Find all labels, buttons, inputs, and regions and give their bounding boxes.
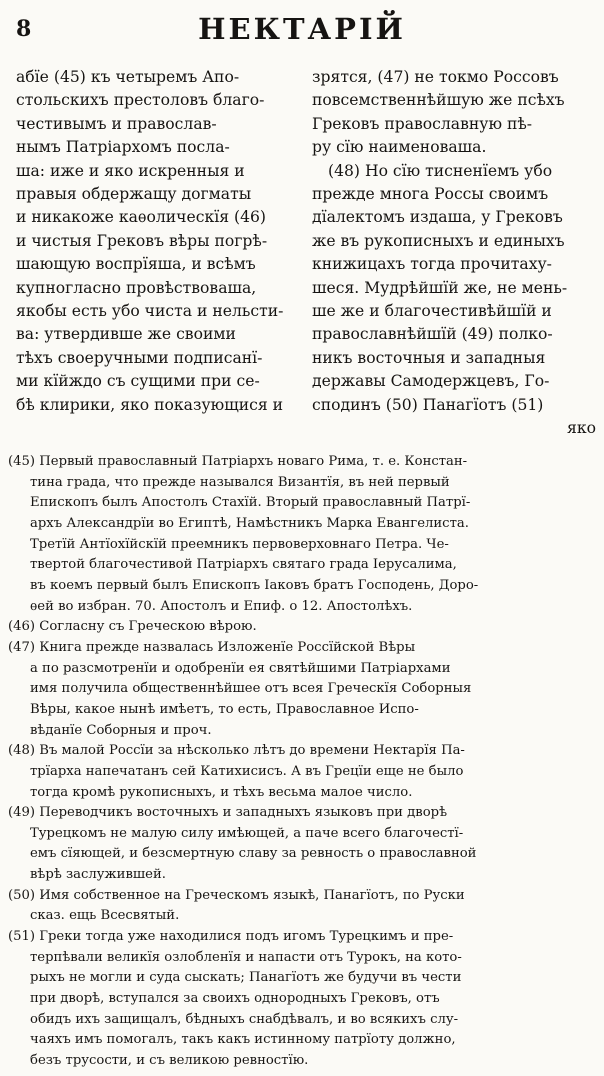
footnote-51: (51) Греки тогда уже находилися подъ игомъ Турецкимъ и пре- (8, 929, 454, 945)
footnote-line: ѳей во избран. 70. Апостолъ и Епиф. о 12. Апостолѣхъ. (30, 598, 413, 614)
footnote-45: (45) Первый православный Патріархъ новаго Рима, т. е. Констан- (8, 454, 468, 469)
text-line: и никакоже каѳолическїя (46) (16, 208, 266, 227)
page-header (14, 8, 590, 54)
text-line: тѣхъ своеручными подписанї- (16, 348, 263, 367)
footnote-line: чаяхъ имъ помогалъ, такъ какъ истинному патрїоту должно, (30, 1032, 456, 1048)
text-line: стольскихъ престоловъ благо- (16, 91, 265, 110)
text-line: ше же и благочестивѣйшїй и (312, 302, 552, 321)
footnote-line: трїарха напечатанъ сей Катихисисъ. А въ Грецїи еще не было (30, 763, 464, 779)
text-line: купногласно провѣствоваша, (16, 278, 257, 297)
footnote-line: рыхъ не могли и суда сыскать; Панагїотъ же будучи въ чести (30, 970, 462, 986)
text-line: сподинъ (50) Панагїотъ (51) (312, 395, 544, 414)
text-line: (48) Но сїю тисненїемъ убо (328, 161, 553, 180)
footnote-line: тина града, что прежде назывался Византїя, въ ней первый (30, 474, 450, 490)
text-line: державы Самодержцевъ, Го- (312, 372, 550, 391)
footnote-line: Третїй Антїохїйскїй преемникъ первоверховнаго Петра. Че- (30, 536, 449, 552)
running-title: НЕКТАРІЙ (198, 12, 406, 46)
text-line: прежде многа Россы своимъ (312, 185, 549, 204)
text-line: дїалектомъ издаша, у Грековъ (312, 208, 563, 227)
footnotes (8, 452, 596, 1068)
text-line: книжицахъ тогда прочитаху- (312, 255, 552, 274)
left-column (16, 66, 302, 417)
text-line: нымъ Патріархомъ посла- (16, 138, 230, 157)
catchword: яко (567, 419, 596, 438)
footnote-line: тогда кромѣ рукописныхъ, и тѣхъ весьма малое число. (30, 784, 413, 800)
text-line: ва: утвердивше же своими (16, 325, 236, 344)
page-number: 8 (16, 16, 32, 42)
text-line: абїе (45) къ четыремъ Апо- (16, 68, 240, 86)
text-line: православнѣйшїй (49) полко- (312, 325, 553, 344)
text-line: ру сїю наименоваша. (312, 138, 487, 157)
footnote-line: въ коемъ первый былъ Епископъ Іаковъ братъ Господень, Доро- (30, 577, 479, 593)
footnote-line: имя получила общественнѣйшее отъ всея Греческїя Соборныя (30, 681, 472, 697)
text-line: шеся. Мудрѣйшїй же, не мень- (312, 278, 568, 297)
footnote-line: при дворѣ, вступался за своихъ однородныхъ Грековъ, отъ (30, 991, 440, 1007)
footnote-line: Епископъ былъ Апостолъ Стахїй. Вторый православный Патрї- (30, 495, 471, 511)
footnote-line: архъ Александрїи во Египтѣ, Намѣстникъ Марка Евангелиста. (30, 515, 469, 531)
footnote-49: (49) Переводчикъ восточныхъ и западныхъ языковъ при дворѣ (8, 805, 448, 821)
footnote-line: Вѣры, какое нынѣ имѣетъ, то есть, Православное Испо- (30, 701, 419, 717)
text-line: и чистыя Грековъ вѣры погрѣ- (16, 231, 268, 250)
text-line: честивымъ и православ- (16, 114, 217, 133)
text-line: никъ восточныя и западныя (312, 348, 546, 367)
footnote-46: (46) Согласну съ Греческою вѣрою. (8, 619, 257, 635)
text-line: якобы есть убо чиста и нельсти- (16, 302, 284, 321)
footnote-line: емъ сїяющей, и безсмертную славу за ревность о православной (30, 846, 477, 862)
footnote-line: обидъ ихъ защищалъ, бѣдныхъ снабдѣвалъ, и во всякихъ слу- (30, 1011, 459, 1027)
text-line: бѣ клирики, яко показующися и (16, 395, 284, 414)
text-line: же въ рукописныхъ и единыхъ (312, 231, 565, 250)
footnote-line: твертой благочестивой Патріархъ святаго града Іерусалима, (30, 557, 457, 573)
footnote-47: (47) Книга прежде назвалась Изложенїе Россїйской Вѣры (8, 639, 416, 655)
text-line: ша: иже и яко искренныя и (16, 161, 245, 180)
main-text (16, 66, 596, 446)
footnote-line: а по разсмотренїи и одобренїи ея святѣйшими Патріархами (30, 660, 451, 676)
footnote-50: (50) Имя собственное на Греческомъ языкѣ, Панагїотъ, по Руски (8, 887, 465, 903)
text-line: Грековъ православную пѣ- (312, 114, 533, 133)
text-line: правыя обдержащу догматы (16, 185, 252, 204)
right-column (312, 66, 596, 441)
footnote-line: безъ трусости, и съ великою ревностїю. (30, 1053, 309, 1069)
footnote-line: вѣданїе Соборныя и проч. (30, 722, 212, 738)
footnote-48: (48) Въ малой Россїи за нѣсколько лѣтъ до времени Нектарїя Па- (8, 743, 465, 759)
text-line: повсемственнѣйшую же псѣхъ (312, 91, 565, 110)
text-line: зрятся, (47) не токмо Россовъ (312, 68, 559, 86)
footnote-line: Турецкомъ не малую силу имѣющей, а паче всего благочестї- (30, 825, 464, 841)
footnote-line: сказ. ещь Всесвятый. (30, 908, 180, 924)
footnote-line: вѣрѣ заслужившей. (30, 867, 166, 883)
text-line: ми кїйждо съ сущими при се- (16, 372, 260, 391)
footnote-line: терпѣвали великїя озлобленїя и напасти отъ Турокъ, на кото- (30, 949, 462, 965)
text-line: шающую воспрїяша, и всѣмъ (16, 255, 256, 274)
